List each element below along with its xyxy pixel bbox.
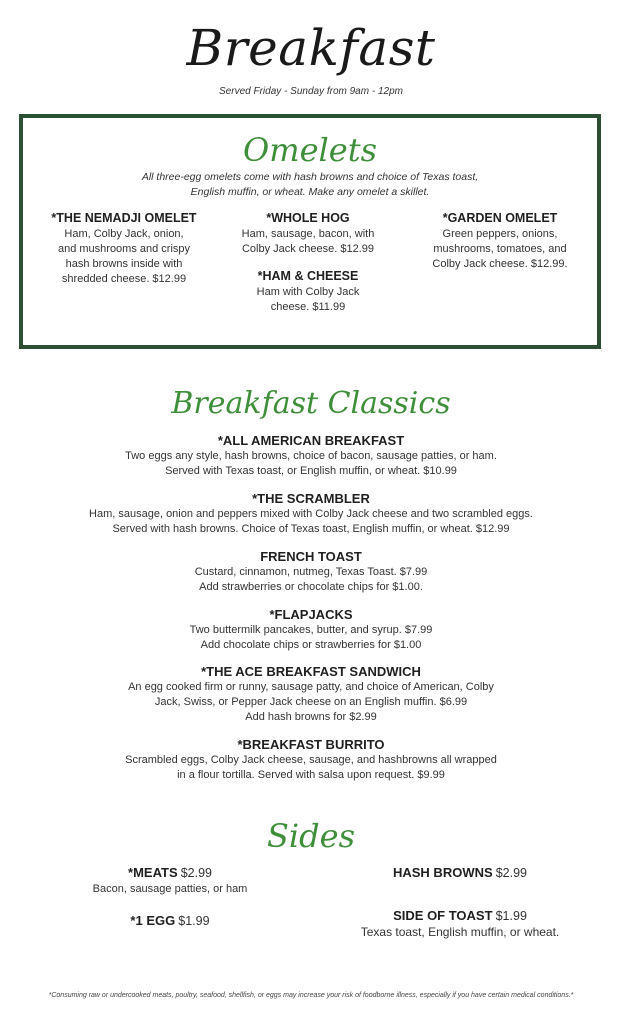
- omelets-section: [19, 114, 601, 349]
- food-safety-footnote: *Consuming raw or undercooked meats, poultry, seafood, shellfish, or eggs may increase your risk of foodborne illness, especially if you have certain medical conditions.*: [48, 992, 574, 999]
- item-name: *HAM & CHEESE: [257, 269, 359, 283]
- item-desc: Scrambled eggs, Colby Jack cheese, sausage, and hashbrowns all wrapped: [125, 754, 497, 766]
- item-desc: Colby Jack cheese. $12.99.: [432, 258, 568, 270]
- item-price: $1.99: [178, 914, 210, 928]
- item-name: *THE SCRAMBLER: [252, 491, 370, 506]
- omelets-intro-line: English muffin, or wheat. Make any omelet a skillet.: [190, 186, 430, 198]
- item-desc: Ham, Colby Jack, onion,: [64, 228, 184, 240]
- menu-item-flapjacks: [0, 606, 622, 653]
- omelets-title: Omelets: [243, 131, 377, 169]
- item-desc: shredded cheese. $12.99: [61, 273, 187, 285]
- page-title: Breakfast: [186, 19, 436, 77]
- item-desc: Ham, sausage, bacon, with: [241, 228, 375, 240]
- item-desc: Add hash browns for $2.99: [245, 711, 377, 723]
- item-desc: mushrooms, tomatoes, and: [433, 243, 567, 255]
- menu-item-ace-sandwich: [0, 663, 622, 725]
- item-desc: Ham with Colby Jack: [256, 286, 360, 298]
- item-name: *WHOLE HOG: [266, 211, 350, 225]
- item-desc: Green peppers, onions,: [442, 228, 558, 240]
- serving-hours: Served Friday - Sunday from 9am - 12pm: [219, 86, 403, 97]
- omelets-intro: [23, 170, 597, 200]
- item-desc: cheese. $11.99: [270, 301, 346, 313]
- item-desc: in a flour tortilla. Served with salsa upon request. $9.99: [177, 769, 445, 781]
- item-desc: Texas toast, English muffin, or wheat.: [360, 925, 560, 939]
- classics-title: Breakfast Classics: [171, 386, 451, 421]
- item-desc: Two buttermilk pancakes, butter, and syrup. $7.99: [189, 624, 433, 636]
- item-name: HASH BROWNS: [392, 865, 493, 880]
- item-desc: Add strawberries or chocolate chips for $1.00.: [199, 581, 423, 593]
- item-desc: Two eggs any style, hash browns, choice of bacon, sausage patties, or ham.: [125, 450, 497, 462]
- menu-item-nemadji-omelet: [39, 210, 209, 287]
- menu-item-burrito: [0, 736, 622, 783]
- item-desc: Ham, sausage, onion and peppers mixed with Colby Jack cheese and two scrambled eggs.: [89, 508, 533, 520]
- item-name: SIDE OF TOAST: [393, 908, 493, 923]
- item-desc: Add chocolate chips or strawberries for $1.00: [200, 639, 422, 651]
- item-price: $2.99: [495, 866, 527, 880]
- item-name: *GARDEN OMELET: [442, 211, 558, 225]
- item-desc: and mushrooms and crispy: [57, 243, 191, 255]
- omelets-intro-line: All three-egg omelets come with hash browns and choice of Texas toast,: [141, 171, 479, 183]
- item-price: $2.99: [180, 866, 212, 880]
- item-name: *THE ACE BREAKFAST SANDWICH: [201, 664, 421, 679]
- item-name: *FLAPJACKS: [269, 607, 353, 622]
- item-name: *THE NEMADJI OMELET: [51, 211, 197, 225]
- item-name: *MEATS: [128, 865, 178, 880]
- item-price: $1.99: [495, 909, 527, 923]
- menu-item-whole-hog: [223, 210, 393, 257]
- menu-item-ham-cheese: [223, 268, 393, 315]
- side-egg: [40, 912, 300, 930]
- menu-item-garden-omelet: [415, 210, 585, 272]
- item-name: FRENCH TOAST: [260, 549, 362, 564]
- item-desc: Served with hash browns. Choice of Texas toast, English muffin, or wheat. $12.99: [112, 523, 510, 535]
- side-toast: [330, 907, 590, 940]
- item-name: *ALL AMERICAN BREAKFAST: [217, 433, 405, 448]
- item-name: *1 EGG: [130, 913, 176, 928]
- menu-item-scrambler: [0, 490, 622, 537]
- item-desc: hash browns inside with: [65, 258, 183, 270]
- item-desc: Custard, cinnamon, nutmeg, Texas Toast. $7.99: [194, 566, 428, 578]
- item-desc: Bacon, sausage patties, or ham: [92, 883, 248, 895]
- item-desc: Served with Texas toast, or English muffin, or wheat. $10.99: [165, 465, 457, 477]
- sides-title: Sides: [267, 817, 355, 855]
- item-desc: An egg cooked firm or runny, sausage patty, and choice of American, Colby: [128, 681, 494, 693]
- menu-item-all-american: [0, 432, 622, 479]
- side-meats: [40, 864, 300, 897]
- item-desc: Jack, Swiss, or Pepper Jack cheese on an English muffin. $6.99: [154, 696, 468, 708]
- side-hash-browns: [330, 864, 590, 882]
- item-desc: Colby Jack cheese. $12.99: [241, 243, 375, 255]
- item-name: *BREAKFAST BURRITO: [237, 737, 385, 752]
- menu-item-french-toast: [0, 548, 622, 595]
